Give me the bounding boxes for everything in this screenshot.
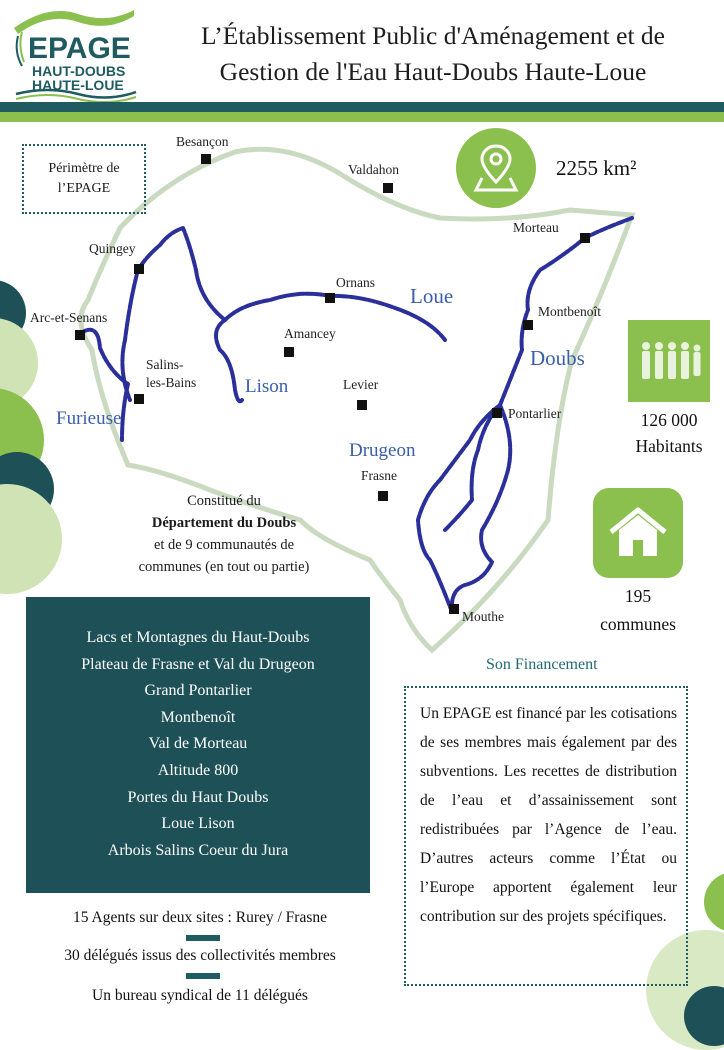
people-icon xyxy=(628,320,710,402)
people-icon-bg xyxy=(628,320,710,402)
logo-line1: EPAGE xyxy=(28,32,131,65)
list-item: Grand Pontarlier xyxy=(144,682,252,700)
location-icon xyxy=(456,128,536,208)
river-label-drugeon: Drugeon xyxy=(349,440,416,461)
list-item: Plateau de Frasne et Val du Drugeon xyxy=(81,655,315,673)
town-levier: Levier xyxy=(343,377,379,392)
town-pontarlier: Pontarlier xyxy=(508,406,562,421)
perimeter-label-line2: l’EPAGE xyxy=(57,181,111,196)
river-label-doubs: Doubs xyxy=(530,346,585,370)
constitution-line2: Département du Doubs xyxy=(151,515,297,531)
river-label-lison: Lison xyxy=(245,376,289,397)
river-label-furieuse: Furieuse xyxy=(56,408,122,429)
population-label: Habitants xyxy=(635,436,703,456)
title-line-1: L’Établissement Public d'Aménagement et de xyxy=(201,21,665,50)
logo-line3: HAUTE-LOUE xyxy=(32,77,124,93)
list-item: Altitude 800 xyxy=(157,761,239,779)
members-list xyxy=(26,597,370,893)
river-drugeon xyxy=(445,412,494,530)
list-item: Lacs et Montagnes du Haut-Doubs xyxy=(86,629,310,646)
list-item: Montbenoît xyxy=(160,708,236,726)
divider xyxy=(186,973,220,979)
epage-logo xyxy=(8,6,140,102)
town-besancon: Besançon xyxy=(176,134,229,149)
list-item: Portes du Haut Doubs xyxy=(127,788,269,806)
communes-value: 195 xyxy=(624,586,652,606)
town-morteau: Morteau xyxy=(513,220,559,235)
financing-title: Son Financement xyxy=(486,656,598,673)
header-band-dark xyxy=(0,102,724,112)
constitution-line3: et de 9 communautés de xyxy=(153,537,295,553)
town-amancey: Amancey xyxy=(284,326,336,341)
town-quingey: Quingey xyxy=(89,241,136,256)
town-arc-et-senans: Arc-et-Senans xyxy=(30,310,108,325)
location-icon-bg xyxy=(456,128,536,208)
page-title xyxy=(148,18,718,90)
house-icon-bg xyxy=(593,488,683,578)
delegates-stat: 30 délégués issus des collectivités membres xyxy=(64,947,336,964)
perimeter-legend xyxy=(22,144,146,214)
town-valdahon: Valdahon xyxy=(348,162,399,177)
house-icon xyxy=(593,488,683,578)
list-item: Arbois Salins Coeur du Jura xyxy=(107,841,289,859)
town-ornans: Ornans xyxy=(336,275,375,290)
constitution-line4: communes (en tout ou partie) xyxy=(138,559,310,575)
population-value: 126 000 xyxy=(640,410,698,430)
river-label-loue: Loue xyxy=(410,284,454,308)
divider xyxy=(186,935,220,941)
decor-circle xyxy=(704,872,724,932)
agents-stat: 15 Agents sur deux sites : Rurey / Frasne xyxy=(72,909,327,926)
financing-text: Un EPAGE est financé par les cotisations de ses membres mais également par des subventions. Les recettes de distribution de l’eau et d’assainissement sont redistribuées par l’Agence de l’eau. D’autres acteurs comme l’État ou l’Europe apportent également leur contribution sur des projets spécifiques. xyxy=(404,686,688,986)
header-band-green xyxy=(0,112,724,122)
town-frasne: Frasne xyxy=(361,468,397,483)
list-item: Val de Morteau xyxy=(148,735,248,753)
town-salins: Salins- xyxy=(146,357,184,372)
town-mouthe: Mouthe xyxy=(462,609,504,624)
logo-line2: HAUT-DOUBS xyxy=(32,63,126,79)
list-item: Loue Lison xyxy=(161,815,235,833)
town-les-bains: les-Bains xyxy=(146,375,197,390)
title-line-2: Gestion de l'Eau Haut-Doubs Haute-Loue xyxy=(219,57,647,86)
town-montbenoit: Montbenoît xyxy=(538,304,601,319)
constitution-line1: Constitué du xyxy=(187,493,261,509)
communes-label: communes xyxy=(600,614,676,634)
perimeter-label-line1: Périmètre de xyxy=(48,161,120,176)
constitution-text xyxy=(84,490,364,578)
bureau-stat: Un bureau syndical de 11 délégués xyxy=(92,987,308,1004)
area-value: 2255 km² xyxy=(556,156,637,180)
